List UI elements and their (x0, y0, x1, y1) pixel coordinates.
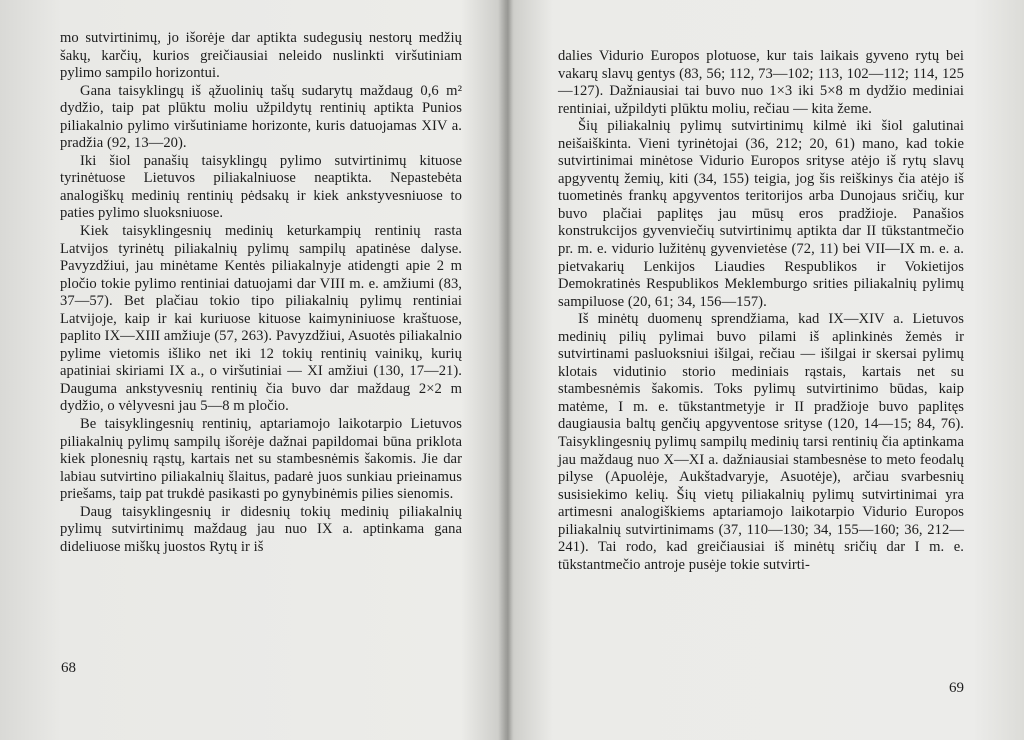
paragraph: Be taisyklingesnių rentinių, aptariamojo laikotarpio Lietuvos piliakalnių pylimų sampilų išorėje dažnai papildomai būna priklota kiek plonesnių rąstų, kartais net su stambesnėmis šakomis. Jie dar labiau sutvirtino piliakalnių šlaitus, padarė juos sunkiau prieinamus priešams, taip pat trukdė pasikasti po gynybinėmis pilies sienomis. (60, 416, 462, 503)
paragraph: Gana taisyklingų iš ąžuolinių tašų sudarytų maždaug 0,6 m² dydžio, taip pat plūktu moliu užpildytų rentinių aptikta Punios piliakalnio pylimo viršutiniame horizonte, kuris datuojamas XIV a. pradžia (92, 13—20). (60, 82, 462, 152)
paragraph: Daug taisyklingesnių ir didesnių tokių medinių piliakalnių pylimų sutvirtinimų maždaug jau nuo IX a. aptinkama gana dideliuose miškų juostos Rytų ir iš (60, 503, 462, 555)
left-page-text (60, 30, 462, 556)
paragraph: Iš minėtų duomenų sprendžiama, kad IX—XIV a. Lietuvos medinių pilių pylimai buvo pilami iš aplinkinės žemės ir sutvirtinami pasluoksniui išilgai, rečiau — išilgai ir skersai pylimų klotais vidutinio storio mediniais rąstais, kartais net su stambesnėmis šakomis. Toks pylimų sutvirtinimo būdas, kaip matėme, I m. e. tūkstantmetyje ir II pradžioje buvo paplitęs daugiausia baltų genčių apgyventose srityse (120, 14—15; 84, 76). Taisyklingesnių pylimų sampilų medinių tarsi rentinių čia aptinkama jau maždaug nuo X—XI a. dažniausiai stambesnėse to meto feodalų pilyse (Apuolėje, Aukštadvaryje, Asuotėje), arčiau svarbesnių susisiekimo kelių. Šių vietų piliakalnių pylimų sutvirtinimai yra artimesni analogiškiems aptariamojo laikotarpio Vidurio Europos piliakalnių sutvirtinimams (37, 110—130; 34, 155—160; 36, 212—241). Tai rodo, kad greičiausiai iš minėtų sričių dar I m. e. tūkstantmečio antroje pusėje tokie sutvirti- (558, 311, 964, 573)
page-number-left: 68 (61, 660, 76, 676)
paragraph: Iki šiol panašių taisyklingų pylimo sutvirtinimų kituose tyrinėtuose Lietuvos piliakalniuose neaptikta. Nepastebėta analogiškų medinių rentinių pėdsakų ir kiek ankstyvesniuose to paties pylimo sluoksniuose. (60, 152, 462, 222)
paragraph: Šių piliakalnių pylimų sutvirtinimų kilmė iki šiol galutinai neišaiškinta. Vieni tyrinėtojai (36, 212; 20, 61) mano, kad tokie sutvirtinimai minėtose Vidurio Europos srityse atėjo iš rytų slavų apgyventų žemių, kiti (34, 155) teigia, jog šis reiškinys čia atėjo iš tuometinės frankų apgyventos teritorijos arba Dunojaus sričių, kur buvo plačiai paplitęs jau mūsų eros pradžioje. Panašios konstrukcijos gyvenviečių sutvirtinimų aptikta dar II tūkstantmečio pr. m. e. vidurio lužitėnų gyvenvietėse (72, 11) bei VII—IX m. e. a. pietvakarių Lenkijos Liaudies Respublikos ir Vokietijos Demokratinės Respublikos Meklemburgo srities piliakalnių pylimų sampiluose (20, 61; 34, 156—157). (558, 118, 964, 310)
right-page-text (558, 48, 964, 574)
paragraph: Kiek taisyklingesnių medinių keturkampių rentinių rasta Latvijos tyrinėtų piliakalnių pylimų sampilų apatinėse dalyse. Pavyzdžiui, jau minėtame Kentės piliakalnyje atidengti apie 2 m pločio tokie pylimo rentiniai datuojami dar VIII m. e. amžiumi (83, 37—57). Bet plačiau tokio tipo piliakalnių pylimų rentiniai Latvijoje, kaip ir kai kuriuose kituose kaimyniniuose kraštuose, paplito IX—XIII amžiuje (57, 263). Pavyzdžiui, Asuotės piliakalnio pylime vietomis išliko net iki 12 tokių rentinių vainikų, kurių apatiniai skiriami IX a., o viršutiniai — XI amžiui (130, 17—21). Dauguma ankstyvesnių rentinių čia buvo dar maždaug 2×2 m dydžio, o vėlyvesni jau 5—8 m pločio. (60, 223, 462, 415)
left-page (0, 0, 505, 740)
paragraph: mo sutvirtinimų, jo išorėje dar aptikta sudegusių nestorų medžių šakų, karčių, kurios greičiausiai neleido nuslinkti viršutiniam pylimo sampilo horizontui. (60, 30, 462, 82)
paragraph: dalies Vidurio Europos plotuose, kur tais laikais gyveno rytų bei vakarų slavų gentys (83, 56; 112, 73—102; 113, 102—112; 114, 125—127). Dažniausiai tai buvo nuo 1×3 iki 5×8 m dydžio mediniai rentiniai, užpildyti plūktu moliu, rečiau — kita žeme. (558, 48, 964, 117)
page-number-right: 69 (949, 680, 964, 696)
right-page (505, 0, 1024, 740)
